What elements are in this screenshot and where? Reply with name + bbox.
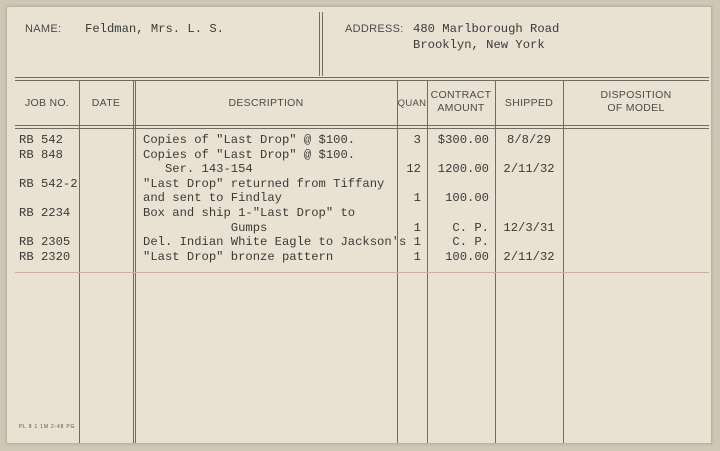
header-contract-line2: AMOUNT — [437, 102, 485, 114]
name-label: NAME: — [25, 23, 62, 35]
cell-description: Copies of "Last Drop" @ $100. — [143, 147, 356, 162]
cell-shipped: 12/3/31 — [503, 220, 555, 235]
cell-description: Box and ship 1-"Last Drop" to — [143, 206, 356, 220]
cell-quantity: 1 — [413, 191, 421, 206]
header-shipped: SHIPPED — [504, 97, 554, 109]
cell-description: Ser. 143-154 — [143, 162, 253, 177]
cell-job-no: RB 2320 — [19, 249, 71, 264]
col-divider-shipped — [563, 80, 564, 443]
cell-quantity: 1 — [413, 220, 421, 235]
name-address-divider — [319, 12, 320, 76]
cell-description: Copies of "Last Drop" @ $100. — [143, 133, 356, 147]
name-address-divider-2 — [322, 12, 323, 76]
cell-description: "Last Drop" returned from Tiffany — [143, 176, 385, 191]
header-disposition-line2: OF MODEL — [607, 102, 665, 114]
cell-shipped: 2/11/32 — [503, 162, 555, 177]
header-job-no: JOB NO. — [24, 97, 70, 109]
cell-quantity: 12 — [406, 162, 421, 177]
header-bottom-rule — [15, 125, 709, 126]
header-contract-line1: CONTRACT — [430, 89, 492, 101]
cell-contract-amount: C. P. — [452, 235, 489, 250]
cell-shipped: 8/8/29 — [507, 133, 551, 147]
cell-quantity: 1 — [413, 249, 421, 264]
cell-description: Del. Indian White Eagle to Jackson's — [143, 235, 407, 250]
cell-quantity: 1 — [413, 235, 421, 250]
header-bottom-rule-2 — [15, 128, 709, 129]
cell-job-no: RB 2305 — [19, 235, 71, 250]
cell-shipped: 2/11/32 — [503, 249, 555, 264]
header-top-rule-2 — [15, 80, 709, 81]
footer-code: PL 8 1 1M 2-48 PG — [19, 424, 76, 430]
cell-description: "Last Drop" bronze pattern — [143, 249, 334, 264]
header-top-rule — [15, 77, 709, 78]
cell-contract-amount: 100.00 — [445, 191, 489, 206]
cell-contract-amount: $300.00 — [437, 133, 489, 147]
cell-contract-amount: C. P. — [452, 220, 489, 235]
col-divider-date — [133, 80, 134, 443]
name-value: Feldman, Mrs. L. S. — [85, 22, 224, 36]
address-line-2: Brooklyn, New York — [413, 38, 545, 52]
cell-job-no: RB 2234 — [19, 206, 71, 220]
header-date: DATE — [91, 97, 121, 109]
cell-job-no: RB 542 — [19, 133, 63, 147]
record-card — [6, 6, 712, 444]
cell-job-no: RB 848 — [19, 147, 63, 162]
header-contract-amount — [427, 89, 495, 115]
col-divider-quan — [427, 80, 428, 443]
header-quan: QUAN — [397, 98, 427, 109]
cell-description: and sent to Findlay — [143, 191, 282, 206]
address-label: ADDRESS: — [345, 23, 404, 35]
cell-job-no: RB 542-2 — [19, 176, 78, 191]
header-disposition-line1: DISPOSITION — [600, 89, 672, 101]
address-line-1: 480 Marlborough Road — [413, 22, 560, 36]
col-divider-date-2 — [135, 80, 136, 443]
cell-contract-amount: 1200.00 — [437, 162, 489, 177]
cell-quantity: 3 — [413, 133, 421, 147]
col-divider-amount — [495, 80, 496, 443]
cell-contract-amount: 100.00 — [445, 249, 489, 264]
header-disposition — [563, 89, 709, 115]
cell-description: Gumps — [143, 220, 268, 235]
header-description: DESCRIPTION — [228, 97, 304, 109]
red-rule — [15, 272, 709, 273]
